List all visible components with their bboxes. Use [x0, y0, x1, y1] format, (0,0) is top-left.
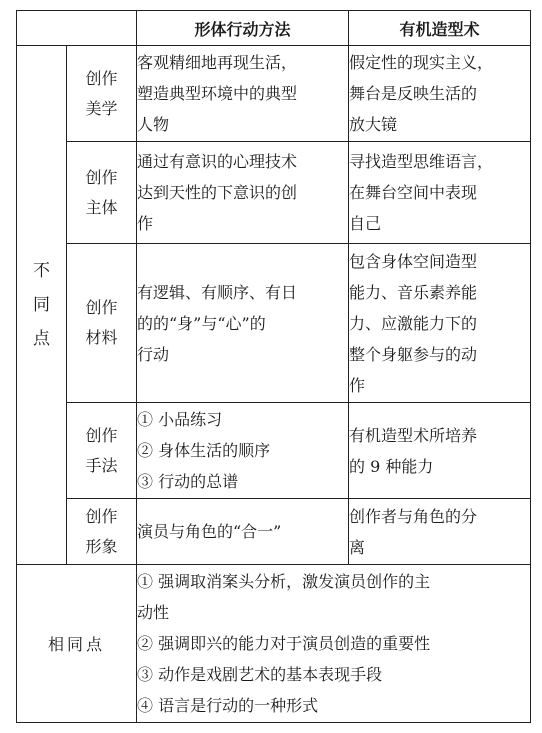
group-label-char: 同	[33, 295, 50, 315]
category-line: 手法	[85, 455, 118, 475]
text-line: 有逻辑、有顺序、有日	[137, 282, 298, 302]
text-line: 力、应激能力下的	[349, 313, 478, 333]
category-line: 创作	[85, 425, 118, 445]
method-b-cell	[349, 403, 531, 499]
list-item: 动性	[137, 603, 170, 622]
text-line: 客观精细地再现生活，	[137, 53, 298, 72]
text-line: 行动	[137, 344, 170, 364]
text-line: 包含身体空间造型	[349, 251, 478, 271]
category-line: 主体	[85, 197, 118, 217]
category-cell	[67, 403, 137, 499]
table-row	[17, 244, 531, 403]
category-cell	[67, 244, 137, 403]
category-cell	[67, 142, 137, 244]
header-blank-cell	[17, 11, 137, 46]
text-line: ② 身体生活的顺序	[137, 441, 271, 460]
list-item: ③ 动作是戏剧艺术的基本表现手段	[137, 665, 383, 684]
header-row	[17, 11, 531, 46]
list-item: ② 强调即兴的能力对于演员创造的重要性	[137, 634, 431, 653]
text-line: 作	[137, 214, 154, 233]
method-b-cell	[349, 142, 531, 244]
text-line: 的的“身”与“心”的	[137, 313, 266, 333]
text-line: 假定性的现实主义，	[349, 53, 494, 72]
method-a-cell	[137, 46, 349, 142]
text-line: 塑造典型环境中的典型	[137, 84, 298, 103]
category-cell	[67, 499, 137, 565]
method-b-cell	[349, 46, 531, 142]
category-line: 创作	[85, 298, 118, 317]
table-row	[17, 499, 531, 565]
text-line: ① 小品练习	[137, 410, 223, 429]
text-line: 的 9 种能力	[349, 456, 434, 476]
text-line: 达到天性的下意识的创	[137, 183, 298, 202]
text-line: 整个身躯参与的动	[349, 344, 478, 364]
category-line: 美学	[85, 98, 118, 118]
category-cell	[67, 46, 137, 142]
group-label-char: 不	[33, 261, 50, 281]
text-line: 在舞台空间中表现	[349, 183, 478, 202]
category-line: 创作	[85, 506, 118, 526]
header-method-a: 形体行动方法	[137, 11, 349, 46]
similarities-list	[137, 565, 531, 723]
table-row	[17, 142, 531, 244]
text-line: 人物	[137, 115, 170, 134]
list-item: ④ 语言是行动的一种形式	[137, 696, 319, 715]
differences-group-label	[17, 46, 67, 565]
category-line: 材料	[85, 328, 118, 347]
text-line: 寻找造型思维语言，	[349, 152, 494, 171]
method-a-cell	[137, 499, 349, 565]
method-a-cell	[137, 403, 349, 499]
method-a-cell	[137, 142, 349, 244]
text-line: ③ 行动的总谱	[137, 472, 239, 491]
header-method-b: 有机造型术	[349, 11, 531, 46]
text-line: 创作者与角色的分	[349, 506, 478, 526]
text-line: 能力、音乐素养能	[349, 282, 478, 302]
text-line: 舞台是反映生活的	[349, 84, 478, 103]
text-line: 离	[349, 537, 366, 557]
method-b-cell	[349, 244, 531, 403]
text-line: 有机造型术所培养	[349, 425, 478, 445]
similarities-label: 相同点	[17, 565, 137, 723]
group-label-char: 点	[33, 329, 50, 349]
text-line: 演员与角色的“合一”	[137, 522, 282, 541]
similarities-row	[17, 565, 531, 723]
list-item: ① 强调取消案头分析，激发演员创作的主	[137, 572, 431, 591]
category-line: 创作	[85, 167, 118, 187]
method-b-cell	[349, 499, 531, 565]
text-line: 自己	[349, 214, 382, 233]
method-a-cell	[137, 244, 349, 403]
category-line: 创作	[85, 68, 118, 88]
category-line: 形象	[85, 536, 118, 556]
text-line: 放大镜	[349, 115, 398, 134]
table-row	[17, 403, 531, 499]
text-line: 作	[349, 375, 366, 395]
text-line: 通过有意识的心理技术	[137, 152, 298, 171]
comparison-table	[16, 10, 531, 723]
table-row	[17, 46, 531, 142]
